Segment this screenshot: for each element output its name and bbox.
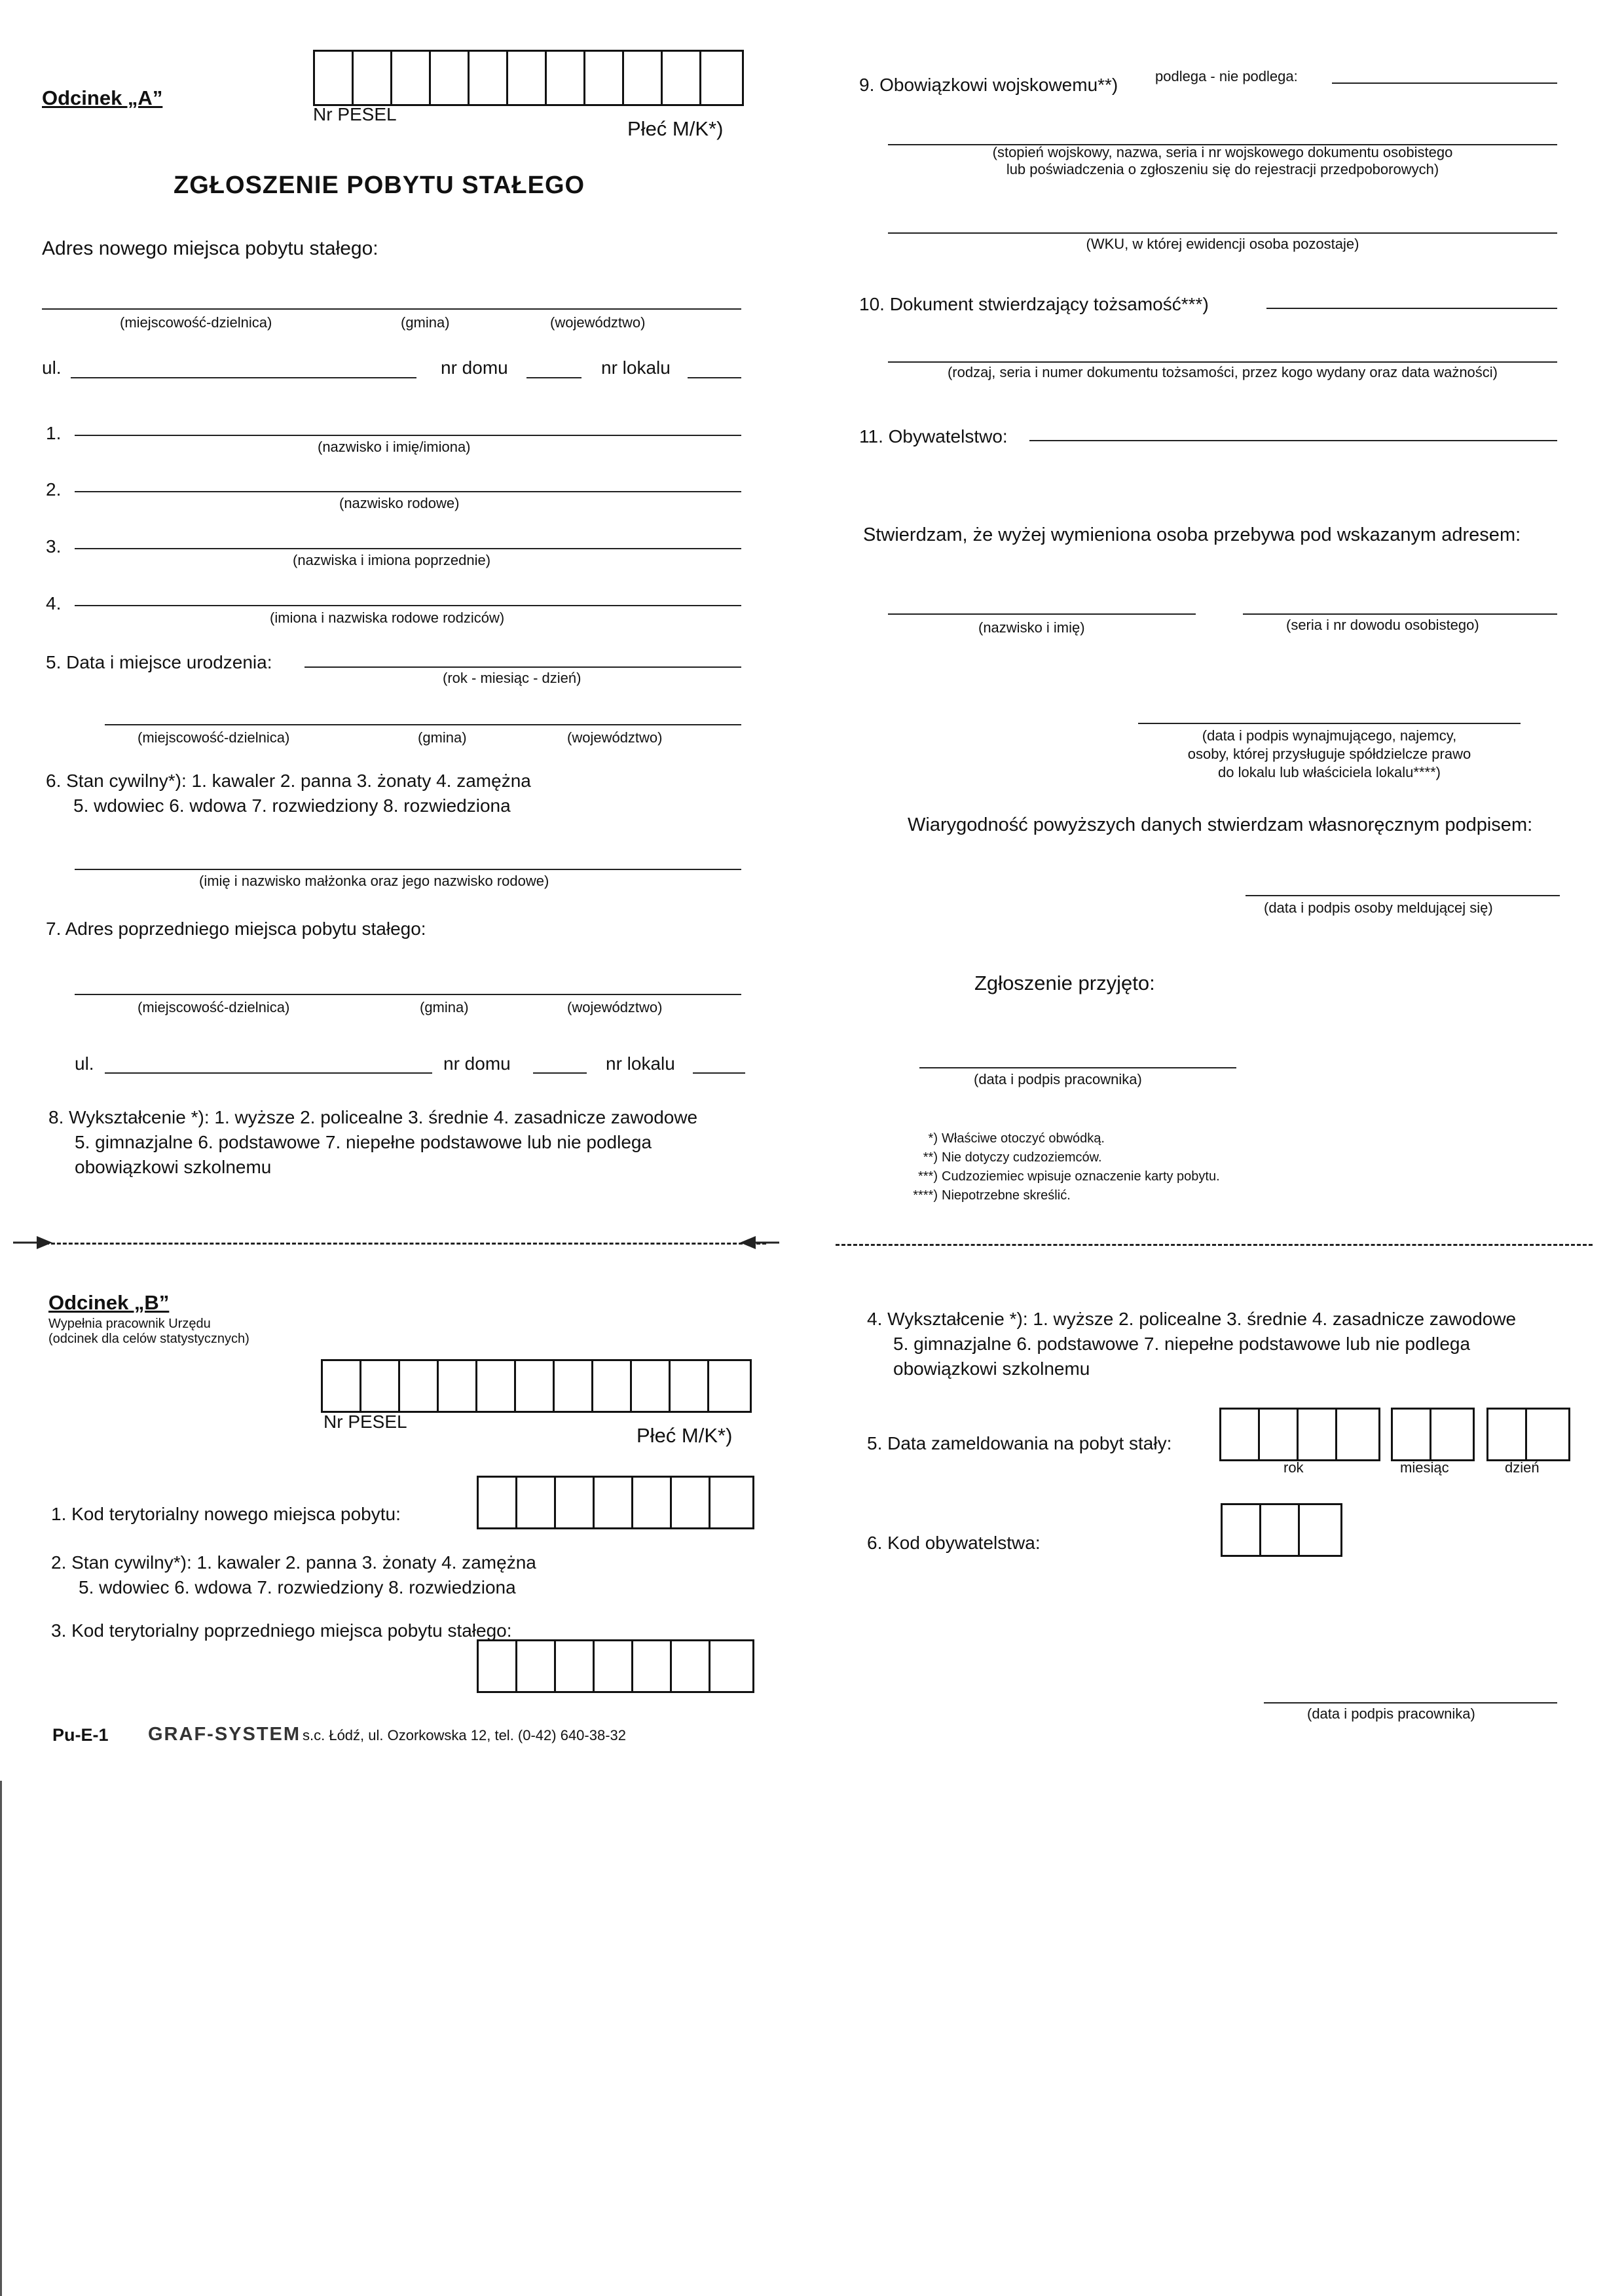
- prev-caption-gmina: (gmina): [420, 999, 469, 1015]
- prev-caption-voivodeship: (województwo): [567, 999, 663, 1015]
- field-4-number: 4.: [46, 593, 62, 613]
- section-b-heading: Odcinek „B”: [48, 1291, 170, 1314]
- field-2-caption: (nazwisko rodowe): [339, 495, 460, 511]
- id-document-details-line[interactable]: [888, 361, 1557, 363]
- caption-day: dzień: [1505, 1459, 1540, 1476]
- new-territorial-code-label: 1. Kod terytorialny nowego miejsca pobytu:: [51, 1504, 401, 1524]
- military-label: 9. Obowiązkowi wojskowemu**): [859, 75, 1118, 95]
- footnote-4-mark: ****): [913, 1188, 938, 1203]
- prev-house-no-label: nr domu: [443, 1053, 511, 1074]
- marital-status-line1[interactable]: 6. Stan cywilny*): 1. kawaler 2. panna 3. żonaty 4. zamężna: [46, 771, 531, 791]
- military-choice[interactable]: podlega - nie podlega:: [1155, 68, 1298, 84]
- landlord-caption-2: osoby, której przysługuje spółdzielcze prawo: [1187, 746, 1471, 762]
- registration-day-boxes[interactable]: [1486, 1408, 1570, 1461]
- street-label: ul.: [42, 357, 62, 378]
- scan-edge-line: [0, 1781, 2, 2296]
- form-title: ZGŁOSZENIE POBYTU STAŁEGO: [174, 172, 585, 199]
- id-document-label: 10. Dokument stwierdzający tożsamość***): [859, 294, 1209, 314]
- birth-place-line[interactable]: [105, 724, 741, 725]
- education-line2[interactable]: 5. gimnazjalne 6. podstawowe 7. niepełne podstawowe lub nie podlega: [75, 1132, 652, 1152]
- education-line3: obowiązkowi szkolnemu: [75, 1157, 272, 1177]
- b-education-line2[interactable]: 5. gimnazjalne 6. podstawowe 7. niepełne podstawowe lub nie podlega: [893, 1334, 1471, 1354]
- spouse-line[interactable]: [75, 869, 741, 870]
- authenticity-statement: Wiarygodność powyższych danych stwierdzam własnoręcznym podpisem:: [908, 814, 1533, 835]
- birth-label: 5. Data i miejsce urodzenia:: [46, 652, 272, 672]
- prev-flat-no-label: nr lokalu: [606, 1053, 675, 1074]
- wku-caption: (WKU, w której ewidencji osoba pozostaje): [1086, 236, 1359, 252]
- field-3-caption: (nazwiska i imiona poprzednie): [293, 552, 491, 568]
- footnote-2-mark: **): [923, 1150, 938, 1165]
- field-1-line[interactable]: [75, 435, 741, 436]
- prev-street-line[interactable]: [105, 1072, 432, 1074]
- id-document-caption: (rodzaj, seria i numer dokumentu tożsamości, przez kogo wydany oraz data ważności): [947, 364, 1498, 380]
- previous-address-line[interactable]: [75, 994, 741, 995]
- wku-line[interactable]: [888, 232, 1557, 234]
- education-line1[interactable]: 8. Wykształcenie *): 1. wyższe 2. policealne 3. średnie 4. zasadnicze zawodowe: [48, 1107, 698, 1127]
- street-line[interactable]: [71, 377, 416, 378]
- citizenship-code-label: 6. Kod obywatelstwa:: [867, 1533, 1041, 1553]
- military-caption-2: lub poświadczenia o zgłoszeniu się do rejestracji przedpoborowych): [1006, 161, 1439, 177]
- caption-locality: (miejscowość-dzielnica): [120, 314, 272, 331]
- sex-label-a: Płeć M/K*): [627, 117, 724, 140]
- caption-name: (nazwisko i imię): [978, 619, 1085, 636]
- b-marital-status-line1[interactable]: 2. Stan cywilny*): 1. kawaler 2. panna 3. żonaty 4. zamężna: [51, 1552, 536, 1573]
- landlord-signature-line[interactable]: [1138, 723, 1521, 724]
- prev-street-label: ul.: [75, 1053, 94, 1074]
- registration-date-label: 5. Data zameldowania na pobyt stały:: [867, 1433, 1172, 1453]
- flat-no-line[interactable]: [688, 377, 741, 378]
- b-education-line1[interactable]: 4. Wykształcenie *): 1. wyższe 2. policealne 3. średnie 4. zasadnicze zawodowe: [867, 1309, 1517, 1329]
- reporting-signature-caption: (data i podpis osoby meldującej się): [1264, 900, 1493, 916]
- field-4-caption: (imiona i nazwiska rodowe rodziców): [270, 610, 505, 626]
- b-marital-status-line2[interactable]: 5. wdowiec 6. wdowa 7. rozwiedziony 8. rozwiedziona: [79, 1577, 516, 1597]
- new-address-label: Adres nowego miejsca pobytu stałego:: [42, 238, 378, 259]
- b-clerk-signature-line[interactable]: [1264, 1702, 1557, 1704]
- footnote-3-mark: ***): [917, 1169, 938, 1184]
- registration-year-boxes[interactable]: [1219, 1408, 1380, 1461]
- publisher-address: s.c. Łódź, ul. Ozorkowska 12, tel. (0-42) 640-38-32: [303, 1727, 627, 1743]
- flat-no-label: nr lokalu: [601, 357, 671, 378]
- form-code: Pu-E-1: [52, 1725, 109, 1745]
- clerk-signature-line[interactable]: [919, 1067, 1236, 1068]
- new-address-line[interactable]: [42, 308, 741, 310]
- cut-line-left: [39, 1243, 766, 1245]
- pesel-label-a: Nr PESEL: [313, 104, 397, 124]
- caption-year: rok: [1283, 1459, 1304, 1476]
- registration-month-boxes[interactable]: [1391, 1408, 1475, 1461]
- military-caption-1: (stopień wojskowy, nazwa, seria i nr wojskowego dokumentu osobistego: [992, 144, 1453, 160]
- birth-caption-locality: (miejscowość-dzielnica): [138, 729, 290, 746]
- house-no-label: nr domu: [441, 357, 508, 378]
- military-line[interactable]: [1332, 82, 1557, 84]
- field-3-number: 3.: [46, 536, 62, 556]
- field-2-number: 2.: [46, 479, 62, 500]
- cut-arrow-left-icon: [740, 1231, 779, 1254]
- landlord-name-line[interactable]: [888, 613, 1196, 615]
- citizenship-code-boxes[interactable]: [1221, 1503, 1342, 1557]
- caption-id: (seria i nr dowodu osobistego): [1286, 617, 1479, 633]
- pesel-label-b: Nr PESEL: [323, 1412, 407, 1432]
- field-2-line[interactable]: [75, 491, 741, 492]
- b-education-line3: obowiązkowi szkolnemu: [893, 1358, 1090, 1379]
- caption-voivodeship: (województwo): [550, 314, 646, 331]
- section-b-subtitle-1: Wypełnia pracownik Urzędu: [48, 1317, 211, 1331]
- sex-label-b: Płeć M/K*): [637, 1424, 733, 1447]
- id-document-line[interactable]: [1266, 308, 1557, 309]
- section-a-heading: Odcinek „A”: [42, 86, 163, 109]
- landlord-caption-3: do lokalu lub właściciela lokalu****): [1218, 764, 1441, 780]
- clerk-signature-caption: (data i podpis pracownika): [974, 1071, 1142, 1087]
- residence-statement: Stwierdzam, że wyżej wymieniona osoba przebywa pod wskazanym adresem:: [863, 524, 1521, 545]
- footnote-4: Niepotrzebne skreślić.: [942, 1188, 1071, 1203]
- section-b-subtitle-2: (odcinek dla celów statystycznych): [48, 1332, 249, 1346]
- prev-territorial-code-boxes[interactable]: [477, 1639, 754, 1693]
- b-clerk-signature-caption: (data i podpis pracownika): [1307, 1705, 1475, 1722]
- birth-caption-gmina: (gmina): [418, 729, 467, 746]
- footnote-3: Cudzoziemiec wpisuje oznaczenie karty pobytu.: [942, 1169, 1220, 1184]
- citizenship-label: 11. Obywatelstwo:: [859, 426, 1008, 446]
- pesel-boxes-b[interactable]: [321, 1359, 752, 1413]
- previous-address-label: 7. Adres poprzedniego miejsca pobytu stałego:: [46, 919, 426, 939]
- cut-arrow-right-icon: [13, 1231, 52, 1254]
- citizenship-line[interactable]: [1029, 440, 1557, 441]
- field-1-number: 1.: [46, 423, 62, 443]
- new-territorial-code-boxes[interactable]: [477, 1476, 754, 1529]
- caption-gmina: (gmina): [401, 314, 450, 331]
- field-1-caption: (nazwisko i imię/imiona): [318, 439, 471, 455]
- prev-house-no-line[interactable]: [533, 1072, 587, 1074]
- footnote-2: Nie dotyczy cudzoziemców.: [942, 1150, 1102, 1165]
- landlord-id-line[interactable]: [1243, 613, 1557, 615]
- prev-caption-locality: (miejscowość-dzielnica): [138, 999, 290, 1015]
- footnote-1: Właściwe otoczyć obwódką.: [942, 1131, 1105, 1146]
- field-4-line[interactable]: [75, 605, 741, 606]
- field-3-line[interactable]: [75, 548, 741, 549]
- accepted-label: Zgłoszenie przyjęto:: [974, 972, 1155, 994]
- caption-month: miesiąc: [1400, 1459, 1449, 1476]
- marital-status-line2[interactable]: 5. wdowiec 6. wdowa 7. rozwiedziony 8. rozwiedziona: [73, 795, 511, 816]
- footnote-1-mark: *): [928, 1131, 938, 1146]
- birth-caption-voivodeship: (województwo): [567, 729, 663, 746]
- cut-line-right: [836, 1244, 1593, 1246]
- birth-date-line[interactable]: [304, 666, 741, 668]
- birth-date-caption: (rok - miesiąc - dzień): [443, 670, 581, 686]
- house-no-line[interactable]: [526, 377, 581, 378]
- publisher-logo: GRAF-SYSTEM: [148, 1724, 301, 1745]
- reporting-signature-line[interactable]: [1246, 895, 1560, 896]
- prev-territorial-code-label: 3. Kod terytorialny poprzedniego miejsca pobytu stałego:: [51, 1620, 512, 1641]
- pesel-boxes-a[interactable]: [313, 50, 744, 106]
- prev-flat-no-line[interactable]: [693, 1072, 745, 1074]
- spouse-caption: (imię i nazwisko małżonka oraz jego nazwisko rodowe): [199, 873, 549, 889]
- landlord-caption-1: (data i podpis wynajmującego, najemcy,: [1202, 727, 1457, 744]
